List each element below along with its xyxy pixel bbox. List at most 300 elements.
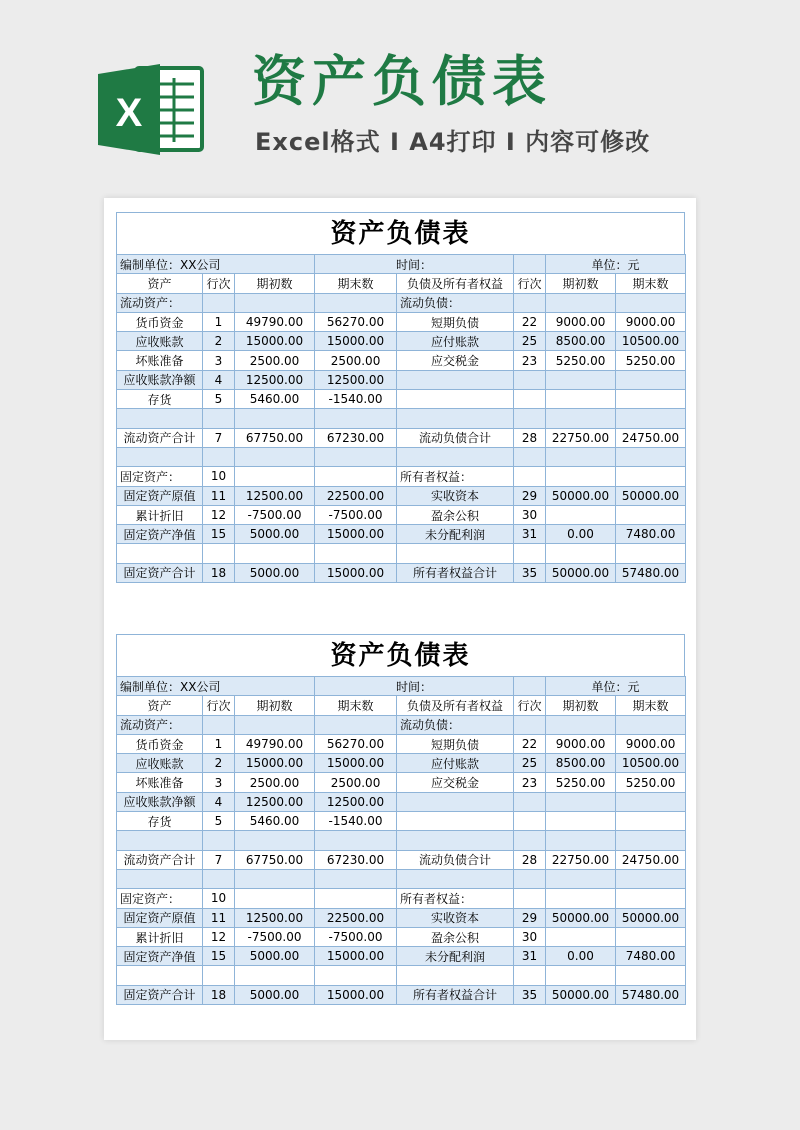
table-cell[interactable]: 15 (203, 525, 235, 544)
balance-table (116, 676, 686, 1005)
column-header: 资产 (117, 696, 203, 715)
table-cell[interactable]: 50000.00 (616, 486, 686, 505)
table-cell[interactable]: 应交税金 (397, 773, 514, 792)
table-cell[interactable]: 2500.00 (235, 351, 315, 370)
table-cell[interactable] (514, 293, 546, 312)
table-cell[interactable] (514, 390, 546, 409)
table-cell[interactable]: 15000.00 (315, 525, 397, 544)
table-cell[interactable]: -7500.00 (315, 927, 397, 946)
table-row (117, 467, 686, 486)
table-cell[interactable] (616, 889, 686, 908)
table-row (117, 544, 686, 563)
table-cell[interactable]: 15000.00 (315, 332, 397, 351)
table-cell[interactable] (514, 715, 546, 734)
table-cell[interactable] (546, 831, 616, 850)
table-cell[interactable]: 固定资产： (117, 467, 203, 486)
table-row (117, 390, 686, 409)
table-cell[interactable]: 67750.00 (235, 850, 315, 869)
table-row (117, 563, 686, 582)
table-row (117, 409, 686, 428)
table-cell[interactable] (546, 370, 616, 389)
table-cell[interactable]: 应收账款 (117, 332, 203, 351)
table-cell[interactable] (514, 831, 546, 850)
table-cell[interactable]: 5250.00 (616, 773, 686, 792)
page-subtitle: Excel格式 I A4打印 I 内容可修改 (255, 128, 651, 156)
table-cell[interactable] (514, 869, 546, 888)
table-cell[interactable] (546, 409, 616, 428)
table-cell[interactable]: 5250.00 (616, 351, 686, 370)
table-cell[interactable]: 固定资产净值 (117, 947, 203, 966)
table-cell[interactable]: 5000.00 (235, 525, 315, 544)
table-cell[interactable] (117, 869, 203, 888)
table-cell[interactable]: 4 (203, 792, 235, 811)
table-cell[interactable] (315, 889, 397, 908)
table-cell[interactable]: 10 (203, 467, 235, 486)
table-cell[interactable] (514, 409, 546, 428)
table-cell[interactable] (546, 812, 616, 831)
table-cell[interactable] (546, 927, 616, 946)
table-cell[interactable]: 15 (203, 947, 235, 966)
table-cell[interactable]: 35 (514, 563, 546, 582)
table-cell[interactable]: 5250.00 (546, 351, 616, 370)
table-row (117, 889, 686, 908)
table-cell[interactable]: 12500.00 (315, 370, 397, 389)
table-cell[interactable]: 23 (514, 351, 546, 370)
table-cell[interactable]: 22750.00 (546, 850, 616, 869)
table-cell[interactable]: 18 (203, 563, 235, 582)
table-row (117, 966, 686, 985)
table-cell[interactable]: 流动资产合计 (117, 850, 203, 869)
table-cell[interactable]: 0.00 (546, 525, 616, 544)
table-cell[interactable] (397, 792, 514, 811)
org-label: 编制单位：XX公司 (117, 255, 315, 274)
table-cell[interactable] (546, 293, 616, 312)
table-cell[interactable]: 累计折旧 (117, 927, 203, 946)
table-cell[interactable]: 35 (514, 985, 546, 1004)
table-cell[interactable] (235, 544, 315, 563)
table-cell[interactable]: 流动负债： (397, 715, 514, 734)
table-cell[interactable] (235, 293, 315, 312)
table-cell[interactable]: -7500.00 (235, 927, 315, 946)
table-cell[interactable]: -7500.00 (315, 505, 397, 524)
table-row (117, 370, 686, 389)
table-cell[interactable]: 8500.00 (546, 332, 616, 351)
table-cell[interactable]: 所有者权益合计 (397, 563, 514, 582)
balance-sheet-2 (116, 634, 685, 1005)
table-cell[interactable]: 所有者权益： (397, 889, 514, 908)
sheet-title: 资产负债表 (116, 634, 685, 676)
table-cell[interactable]: 9000.00 (616, 312, 686, 331)
table-cell[interactable]: 10500.00 (616, 754, 686, 773)
table-cell[interactable]: -1540.00 (315, 812, 397, 831)
table-row (117, 525, 686, 544)
table-cell[interactable]: 2500.00 (235, 773, 315, 792)
table-cell[interactable]: 应付账款 (397, 332, 514, 351)
logo-letter: X (115, 91, 143, 135)
table-cell[interactable] (546, 390, 616, 409)
table-cell[interactable] (514, 889, 546, 908)
document-page (104, 198, 696, 1040)
table-cell[interactable] (397, 447, 514, 466)
column-header: 期末数 (616, 696, 686, 715)
table-cell[interactable]: 固定资产： (117, 889, 203, 908)
table-cell[interactable]: 3 (203, 351, 235, 370)
table-cell[interactable] (235, 467, 315, 486)
table-cell[interactable]: 9000.00 (546, 734, 616, 753)
table-cell[interactable]: 存货 (117, 812, 203, 831)
table-cell[interactable]: 5 (203, 390, 235, 409)
table-cell[interactable]: 22750.00 (546, 428, 616, 447)
table-cell[interactable] (616, 390, 686, 409)
column-header: 期初数 (546, 696, 616, 715)
table-cell[interactable]: 4 (203, 370, 235, 389)
table-cell[interactable]: 2500.00 (315, 351, 397, 370)
table-cell[interactable] (616, 869, 686, 888)
table-cell[interactable]: 49790.00 (235, 312, 315, 331)
table-cell[interactable]: 7 (203, 850, 235, 869)
table-row (117, 947, 686, 966)
table-cell[interactable]: 12 (203, 505, 235, 524)
sheet-title: 资产负债表 (116, 212, 685, 254)
table-cell[interactable]: 30 (514, 927, 546, 946)
table-cell[interactable] (546, 467, 616, 486)
table-row (117, 831, 686, 850)
table-cell[interactable]: -1540.00 (315, 390, 397, 409)
table-cell[interactable]: 流动资产： (117, 293, 203, 312)
table-cell[interactable]: 28 (514, 428, 546, 447)
table-cell[interactable]: 22500.00 (315, 486, 397, 505)
table-cell[interactable]: 56270.00 (315, 734, 397, 753)
page-title: 资产负债表 (252, 50, 552, 113)
unit-label: 单位：元 (546, 255, 686, 274)
table-cell[interactable]: 流动资产合计 (117, 428, 203, 447)
table-cell[interactable] (315, 293, 397, 312)
table-cell[interactable] (616, 505, 686, 524)
table-cell[interactable]: 11 (203, 486, 235, 505)
table-cell[interactable]: 累计折旧 (117, 505, 203, 524)
column-header: 负债及所有者权益 (397, 274, 514, 293)
table-cell (514, 255, 546, 274)
table-cell[interactable]: 1 (203, 312, 235, 331)
excel-logo-icon (98, 62, 208, 157)
table-cell[interactable] (616, 966, 686, 985)
balance-table (116, 254, 686, 583)
table-cell[interactable] (546, 869, 616, 888)
table-row (117, 715, 686, 734)
table-cell[interactable]: 实收资本 (397, 486, 514, 505)
table-cell[interactable] (546, 544, 616, 563)
table-cell[interactable]: 应付账款 (397, 754, 514, 773)
table-cell[interactable]: 5 (203, 812, 235, 831)
table-cell[interactable] (616, 812, 686, 831)
table-cell[interactable]: 24750.00 (616, 428, 686, 447)
table-cell[interactable]: 存货 (117, 390, 203, 409)
table-cell[interactable]: 5460.00 (235, 390, 315, 409)
table-cell[interactable] (397, 544, 514, 563)
table-cell[interactable]: 50000.00 (546, 985, 616, 1004)
table-cell[interactable] (117, 409, 203, 428)
table-cell[interactable]: 25 (514, 332, 546, 351)
table-cell[interactable] (235, 889, 315, 908)
table-row (117, 869, 686, 888)
column-header: 行次 (203, 696, 235, 715)
table-cell[interactable]: 22 (514, 734, 546, 753)
table-cell[interactable] (546, 505, 616, 524)
table-cell[interactable]: 2 (203, 332, 235, 351)
table-cell[interactable] (235, 409, 315, 428)
table-cell[interactable]: 31 (514, 525, 546, 544)
table-cell[interactable]: 10500.00 (616, 332, 686, 351)
table-row (117, 985, 686, 1004)
table-cell[interactable]: 29 (514, 908, 546, 927)
table-cell[interactable]: 应交税金 (397, 351, 514, 370)
table-cell[interactable] (315, 715, 397, 734)
table-cell[interactable]: 50000.00 (616, 908, 686, 927)
table-cell[interactable]: 0.00 (546, 947, 616, 966)
table-cell[interactable] (235, 447, 315, 466)
table-cell[interactable]: 28 (514, 850, 546, 869)
table-cell (514, 677, 546, 696)
table-cell[interactable]: 5000.00 (235, 985, 315, 1004)
table-row (117, 505, 686, 524)
table-row (117, 332, 686, 351)
table-row (117, 428, 686, 447)
table-cell[interactable]: 所有者权益： (397, 467, 514, 486)
column-header: 期末数 (315, 696, 397, 715)
table-cell[interactable] (315, 447, 397, 466)
table-cell[interactable]: 5000.00 (235, 947, 315, 966)
column-header: 行次 (203, 274, 235, 293)
table-cell[interactable]: 15000.00 (315, 947, 397, 966)
table-cell[interactable] (235, 966, 315, 985)
table-cell[interactable]: 货币资金 (117, 312, 203, 331)
table-cell[interactable] (397, 390, 514, 409)
table-cell[interactable] (546, 447, 616, 466)
table-cell[interactable] (315, 966, 397, 985)
table-cell[interactable]: 67750.00 (235, 428, 315, 447)
unit-label: 单位：元 (546, 677, 686, 696)
table-cell[interactable]: 5000.00 (235, 563, 315, 582)
table-cell[interactable]: 9000.00 (616, 734, 686, 753)
table-cell[interactable]: -7500.00 (235, 505, 315, 524)
table-cell[interactable] (514, 792, 546, 811)
header (0, 0, 800, 195)
table-cell[interactable]: 流动负债： (397, 293, 514, 312)
table-cell[interactable] (514, 966, 546, 985)
table-cell[interactable]: 12500.00 (235, 908, 315, 927)
table-cell[interactable]: 57480.00 (616, 985, 686, 1004)
table-cell[interactable]: 7 (203, 428, 235, 447)
table-cell[interactable]: 固定资产原值 (117, 908, 203, 927)
table-cell[interactable]: 15000.00 (235, 754, 315, 773)
table-cell[interactable] (514, 467, 546, 486)
table-cell[interactable]: 15000.00 (315, 563, 397, 582)
table-cell[interactable]: 23 (514, 773, 546, 792)
table-row (117, 447, 686, 466)
table-row (117, 812, 686, 831)
time-label: 时间： (315, 255, 514, 274)
table-cell[interactable] (203, 293, 235, 312)
table-cell[interactable] (315, 467, 397, 486)
table-cell[interactable]: 57480.00 (616, 563, 686, 582)
column-header: 行次 (514, 696, 546, 715)
table-cell[interactable]: 15000.00 (315, 754, 397, 773)
table-cell[interactable]: 5250.00 (546, 773, 616, 792)
table-cell[interactable]: 50000.00 (546, 563, 616, 582)
table-cell[interactable]: 应收账款净额 (117, 370, 203, 389)
table-cell[interactable]: 5460.00 (235, 812, 315, 831)
table-cell[interactable]: 3 (203, 773, 235, 792)
table-cell[interactable]: 8500.00 (546, 754, 616, 773)
table-cell[interactable]: 盈余公积 (397, 505, 514, 524)
table-cell[interactable] (514, 544, 546, 563)
table-cell[interactable]: 24750.00 (616, 850, 686, 869)
table-cell[interactable]: 30 (514, 505, 546, 524)
table-cell[interactable] (514, 812, 546, 831)
table-cell[interactable] (235, 831, 315, 850)
table-cell[interactable] (616, 792, 686, 811)
column-header: 期初数 (235, 696, 315, 715)
table-cell[interactable]: 56270.00 (315, 312, 397, 331)
table-cell[interactable]: 67230.00 (315, 850, 397, 869)
table-cell[interactable] (117, 544, 203, 563)
table-cell[interactable] (616, 831, 686, 850)
table-cell[interactable]: 坏账准备 (117, 351, 203, 370)
table-row (117, 754, 686, 773)
table-cell[interactable]: 未分配利润 (397, 525, 514, 544)
table-cell[interactable]: 22500.00 (315, 908, 397, 927)
table-cell[interactable]: 1 (203, 734, 235, 753)
table-cell[interactable]: 50000.00 (546, 486, 616, 505)
table-cell[interactable]: 流动资产： (117, 715, 203, 734)
table-cell[interactable] (514, 447, 546, 466)
table-cell[interactable] (203, 409, 235, 428)
table-cell[interactable] (397, 869, 514, 888)
table-cell[interactable] (203, 831, 235, 850)
table-cell[interactable] (315, 544, 397, 563)
meta-row (117, 255, 686, 274)
table-cell[interactable] (397, 831, 514, 850)
table-cell[interactable]: 固定资产合计 (117, 985, 203, 1004)
table-row (117, 927, 686, 946)
table-row (117, 351, 686, 370)
table-row (117, 773, 686, 792)
table-cell[interactable]: 12 (203, 927, 235, 946)
table-cell[interactable]: 67230.00 (315, 428, 397, 447)
table-cell[interactable]: 未分配利润 (397, 947, 514, 966)
table-cell[interactable]: 流动负债合计 (397, 428, 514, 447)
table-cell[interactable] (235, 869, 315, 888)
table-cell[interactable] (546, 966, 616, 985)
table-cell[interactable] (203, 966, 235, 985)
table-cell[interactable]: 12500.00 (315, 792, 397, 811)
table-cell[interactable]: 短期负债 (397, 312, 514, 331)
table-cell[interactable]: 固定资产合计 (117, 563, 203, 582)
table-cell[interactable] (397, 966, 514, 985)
table-cell[interactable]: 31 (514, 947, 546, 966)
table-cell[interactable]: 49790.00 (235, 734, 315, 753)
table-cell[interactable] (616, 927, 686, 946)
table-cell[interactable]: 12500.00 (235, 370, 315, 389)
table-row (117, 850, 686, 869)
table-cell[interactable]: 货币资金 (117, 734, 203, 753)
table-cell[interactable] (117, 831, 203, 850)
table-cell[interactable]: 实收资本 (397, 908, 514, 927)
column-header: 期初数 (546, 274, 616, 293)
table-cell[interactable]: 22 (514, 312, 546, 331)
table-cell[interactable] (315, 869, 397, 888)
table-cell[interactable]: 应收账款净额 (117, 792, 203, 811)
table-cell[interactable] (235, 715, 315, 734)
table-cell[interactable] (616, 293, 686, 312)
table-cell[interactable]: 50000.00 (546, 908, 616, 927)
table-cell[interactable] (315, 409, 397, 428)
table-cell[interactable]: 盈余公积 (397, 927, 514, 946)
table-cell[interactable]: 12500.00 (235, 792, 315, 811)
time-label: 时间： (315, 677, 514, 696)
table-cell[interactable] (203, 447, 235, 466)
table-cell[interactable]: 15000.00 (235, 332, 315, 351)
table-cell[interactable]: 短期负债 (397, 734, 514, 753)
table-cell[interactable] (616, 544, 686, 563)
table-cell[interactable] (616, 370, 686, 389)
table-cell[interactable] (616, 447, 686, 466)
table-cell[interactable]: 11 (203, 908, 235, 927)
table-cell[interactable]: 25 (514, 754, 546, 773)
table-cell[interactable] (616, 715, 686, 734)
table-cell[interactable]: 9000.00 (546, 312, 616, 331)
table-cell[interactable]: 7480.00 (616, 947, 686, 966)
table-cell[interactable]: 2 (203, 754, 235, 773)
column-header: 期末数 (616, 274, 686, 293)
table-cell[interactable] (546, 889, 616, 908)
table-cell[interactable] (546, 715, 616, 734)
table-cell[interactable] (315, 831, 397, 850)
table-cell[interactable] (397, 370, 514, 389)
meta-row (117, 677, 686, 696)
table-cell[interactable]: 15000.00 (315, 985, 397, 1004)
table-row (117, 792, 686, 811)
table-cell[interactable]: 固定资产原值 (117, 486, 203, 505)
table-cell[interactable] (397, 409, 514, 428)
table-cell[interactable] (117, 447, 203, 466)
table-cell[interactable]: 坏账准备 (117, 773, 203, 792)
table-cell[interactable]: 固定资产净值 (117, 525, 203, 544)
table-cell[interactable]: 2500.00 (315, 773, 397, 792)
table-cell[interactable]: 18 (203, 985, 235, 1004)
table-cell[interactable] (397, 812, 514, 831)
table-cell[interactable]: 流动负债合计 (397, 850, 514, 869)
table-cell[interactable] (616, 409, 686, 428)
table-cell[interactable]: 10 (203, 889, 235, 908)
table-row (117, 312, 686, 331)
table-cell[interactable] (203, 715, 235, 734)
table-cell[interactable]: 应收账款 (117, 754, 203, 773)
org-label: 编制单位：XX公司 (117, 677, 315, 696)
table-cell[interactable]: 7480.00 (616, 525, 686, 544)
table-cell[interactable] (203, 869, 235, 888)
table-cell[interactable]: 12500.00 (235, 486, 315, 505)
column-header-row (117, 274, 686, 293)
table-cell[interactable] (514, 370, 546, 389)
table-cell[interactable]: 29 (514, 486, 546, 505)
column-header: 期初数 (235, 274, 315, 293)
table-cell[interactable] (203, 544, 235, 563)
table-cell[interactable]: 所有者权益合计 (397, 985, 514, 1004)
table-cell[interactable] (117, 966, 203, 985)
table-cell[interactable] (616, 467, 686, 486)
table-cell[interactable] (546, 792, 616, 811)
